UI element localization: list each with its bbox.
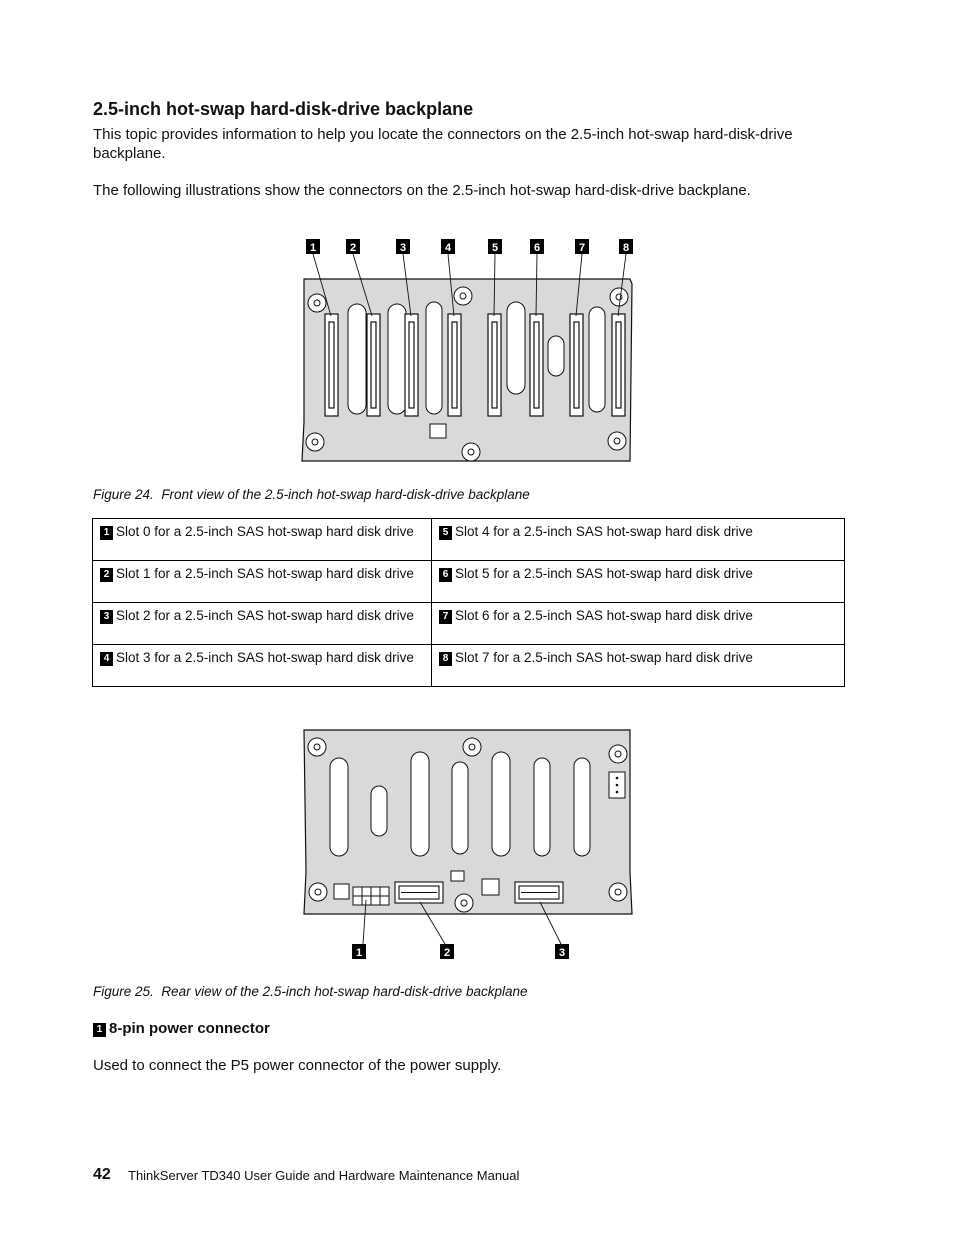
- table-row: [93, 519, 845, 561]
- front-callout-7: [575, 239, 589, 254]
- rear-callout-2-label: 2: [443, 947, 451, 959]
- front-callout-5-label: 5: [491, 242, 499, 254]
- rear-callout-3: [555, 944, 569, 959]
- front-callout-1: [306, 239, 320, 254]
- front-callout-4-label: 4: [444, 242, 452, 254]
- legend-badge: 2: [100, 568, 113, 582]
- rear-callout-1: [352, 944, 366, 959]
- front-callout-1-label: 1: [309, 242, 317, 254]
- figure-25-label: Figure 25.: [93, 984, 154, 999]
- rear-view-diagram: [296, 722, 641, 964]
- section-title: 8-pin power connector: [109, 1020, 270, 1037]
- rear-side-connector: [609, 772, 625, 798]
- rear-callout-2: [440, 944, 454, 959]
- legend-text: Slot 6 for a 2.5-inch SAS hot-swap hard disk drive: [455, 608, 753, 623]
- rear-callout-3-label: 3: [558, 947, 566, 959]
- front-callout-6-label: 6: [533, 242, 541, 254]
- legend-badge: 8: [439, 652, 452, 666]
- legend-text: Slot 2 for a 2.5-inch SAS hot-swap hard disk drive: [116, 608, 414, 623]
- front-callout-8-label: 8: [622, 242, 630, 254]
- legend-cell: [93, 603, 432, 645]
- legend-badge: 7: [439, 610, 452, 624]
- front-callout-5: [488, 239, 502, 254]
- legend-text: Slot 0 for a 2.5-inch SAS hot-swap hard disk drive: [116, 524, 414, 539]
- front-callout-6: [530, 239, 544, 254]
- legend-text: Slot 1 for a 2.5-inch SAS hot-swap hard disk drive: [116, 566, 414, 581]
- legend-badge: 1: [100, 526, 113, 540]
- legend-text: Slot 3 for a 2.5-inch SAS hot-swap hard disk drive: [116, 650, 414, 665]
- figure-24-label: Figure 24.: [93, 487, 154, 502]
- table-row: [93, 561, 845, 603]
- section-heading: [93, 1020, 270, 1037]
- figure-25-caption: [93, 984, 528, 999]
- legend-cell: [93, 561, 432, 603]
- slot-legend-table: [92, 518, 845, 687]
- front-callout-2: [346, 239, 360, 254]
- signal-connector-a: [395, 882, 443, 903]
- legend-text: Slot 5 for a 2.5-inch SAS hot-swap hard disk drive: [455, 566, 753, 581]
- legend-cell: [432, 519, 845, 561]
- front-callout-7-label: 7: [578, 242, 586, 254]
- table-row: [93, 645, 845, 687]
- legend-badge: 4: [100, 652, 113, 666]
- front-callout-2-label: 2: [349, 242, 357, 254]
- front-callout-3: [396, 239, 410, 254]
- legend-badge: 3: [100, 610, 113, 624]
- front-small-component: [430, 424, 446, 438]
- legend-cell: [93, 645, 432, 687]
- front-callout-4: [441, 239, 455, 254]
- legend-cell: [432, 603, 845, 645]
- intro-paragraph: This topic provides information to help you locate the connectors on the 2.5-inch hot-swap hard-disk-drive backplane.: [93, 126, 793, 162]
- page-number: 42: [93, 1166, 111, 1183]
- legend-badge: 6: [439, 568, 452, 582]
- section-body: Used to connect the P5 power connector of the power supply.: [93, 1057, 502, 1074]
- legend-cell: [432, 561, 845, 603]
- figure-24-text: Front view of the 2.5-inch hot-swap hard-disk-drive backplane: [161, 487, 530, 502]
- footer-title: ThinkServer TD340 User Guide and Hardware Maintenance Manual: [128, 1168, 520, 1183]
- figure-25-text: Rear view of the 2.5-inch hot-swap hard-disk-drive backplane: [161, 984, 528, 999]
- rear-callout-1-label: 1: [355, 947, 363, 959]
- front-callout-3-label: 3: [399, 242, 407, 254]
- rear-small-component: [334, 884, 349, 899]
- legend-badge: 5: [439, 526, 452, 540]
- legend-cell: [432, 645, 845, 687]
- power-connector: [353, 887, 389, 905]
- figure-24-caption: [93, 487, 530, 502]
- legend-text: Slot 4 for a 2.5-inch SAS hot-swap hard disk drive: [455, 524, 753, 539]
- legend-cell: [93, 519, 432, 561]
- section-badge: 1: [93, 1023, 106, 1037]
- illustrations-paragraph: The following illustrations show the connectors on the 2.5-inch hot-swap hard-disk-drive backplane.: [93, 182, 751, 199]
- front-view-diagram: [295, 232, 640, 467]
- rear-small-component: [451, 871, 464, 881]
- signal-connector-b: [515, 882, 563, 903]
- page-title: 2.5-inch hot-swap hard-disk-drive backplane: [93, 99, 474, 119]
- rear-small-component: [482, 879, 499, 895]
- legend-text: Slot 7 for a 2.5-inch SAS hot-swap hard disk drive: [455, 650, 753, 665]
- front-callout-8: [619, 239, 633, 254]
- table-row: [93, 603, 845, 645]
